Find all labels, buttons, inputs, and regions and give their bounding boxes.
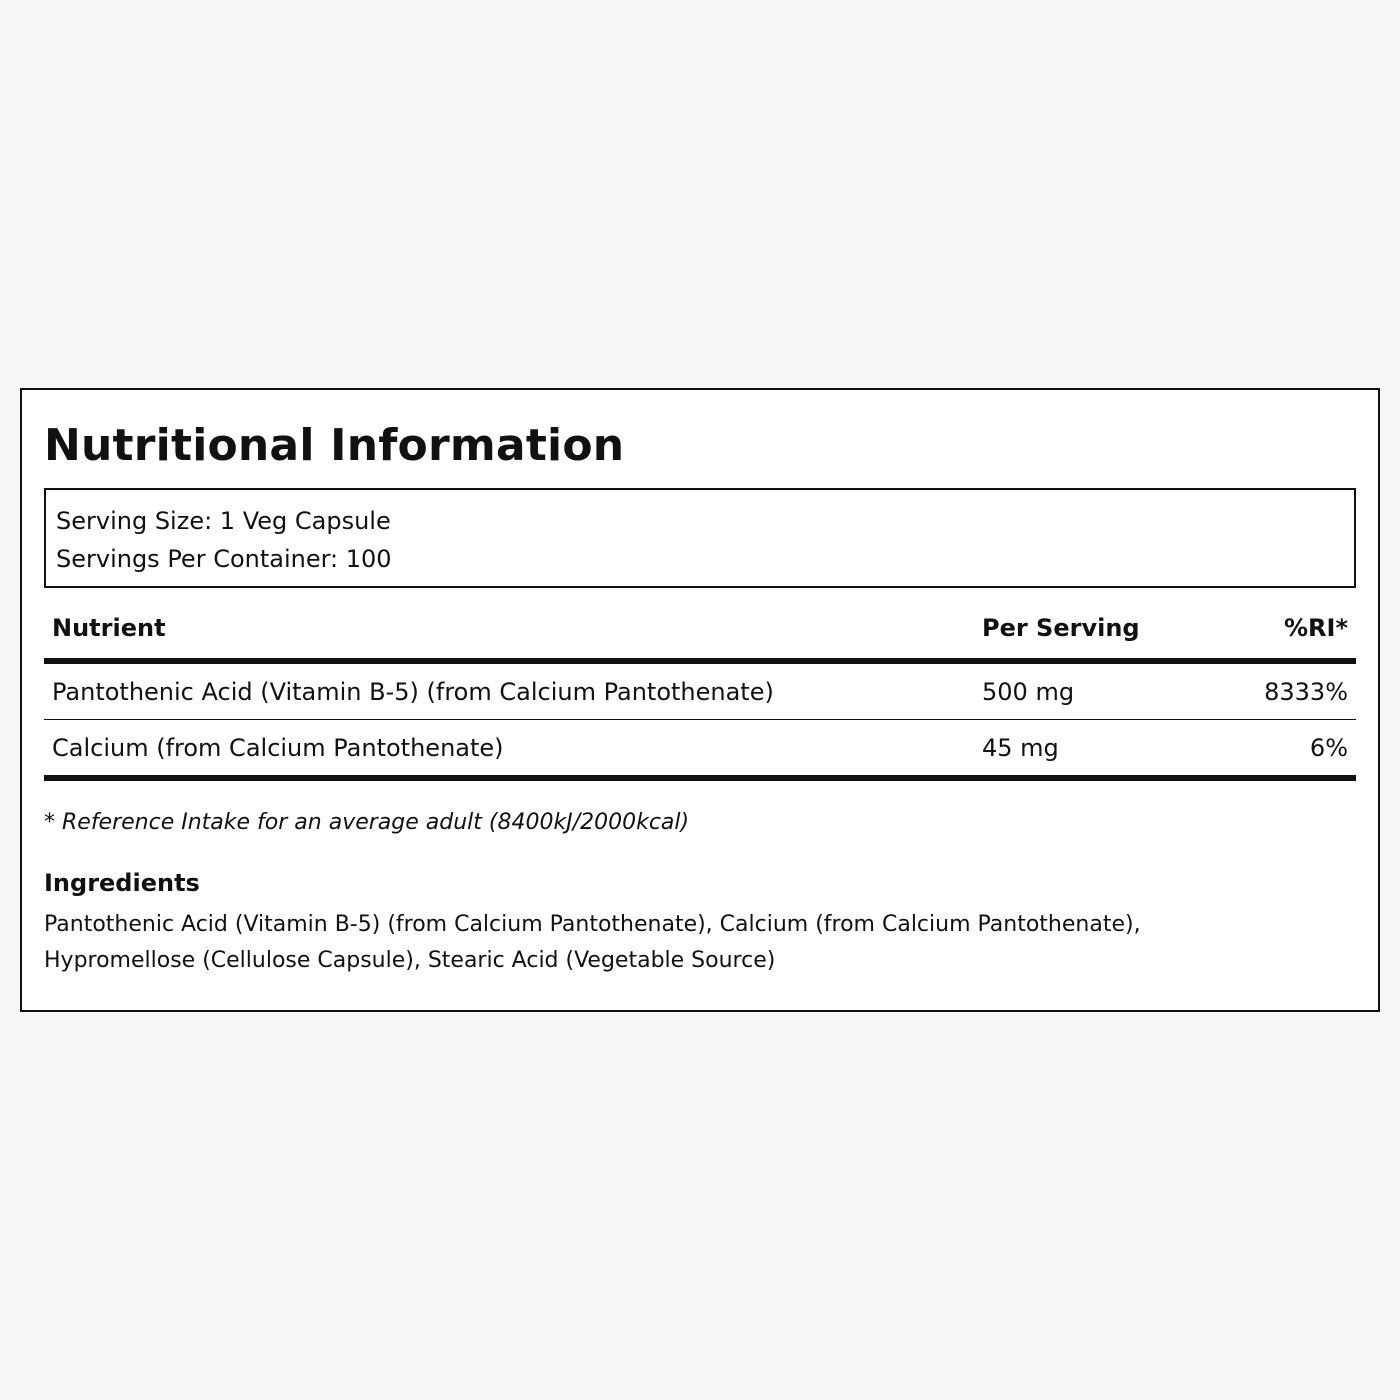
nutrition-panel bbox=[20, 388, 1380, 1012]
header-per-serving: Per Serving bbox=[974, 614, 1210, 661]
nutrient-name: Calcium (from Calcium Pantothenate) bbox=[44, 720, 974, 779]
nutrient-name: Pantothenic Acid (Vitamin B-5) (from Calcium Pantothenate) bbox=[44, 661, 974, 720]
serving-info-box bbox=[44, 488, 1356, 588]
servings-per-container: Servings Per Container: 100 bbox=[56, 545, 392, 573]
reference-intake-footnote: * Reference Intake for an average adult (8400kJ/2000kcal) bbox=[44, 810, 690, 835]
nutrient-amount: 500 mg bbox=[974, 661, 1210, 720]
ingredients-heading: Ingredients bbox=[44, 869, 200, 897]
serving-size: Serving Size: 1 Veg Capsule bbox=[56, 507, 391, 535]
table-header-row bbox=[44, 614, 1356, 661]
page-title: Nutritional Information bbox=[44, 420, 625, 471]
header-nutrient: Nutrient bbox=[44, 614, 974, 661]
header-ri: %RI* bbox=[1210, 614, 1356, 661]
nutrient-ri: 6% bbox=[1210, 720, 1356, 779]
nutrient-amount: 45 mg bbox=[974, 720, 1210, 779]
nutrient-ri: 8333% bbox=[1210, 661, 1356, 720]
table-row bbox=[44, 720, 1356, 779]
nutrient-table bbox=[44, 614, 1356, 781]
ingredients-list: Pantothenic Acid (Vitamin B-5) (from Calcium Pantothenate), Calcium (from Calcium Pantothenate), Hypromellose (Cellulose Capsule), Stearic Acid (Vegetable Source) bbox=[44, 912, 1141, 973]
table-row bbox=[44, 661, 1356, 720]
